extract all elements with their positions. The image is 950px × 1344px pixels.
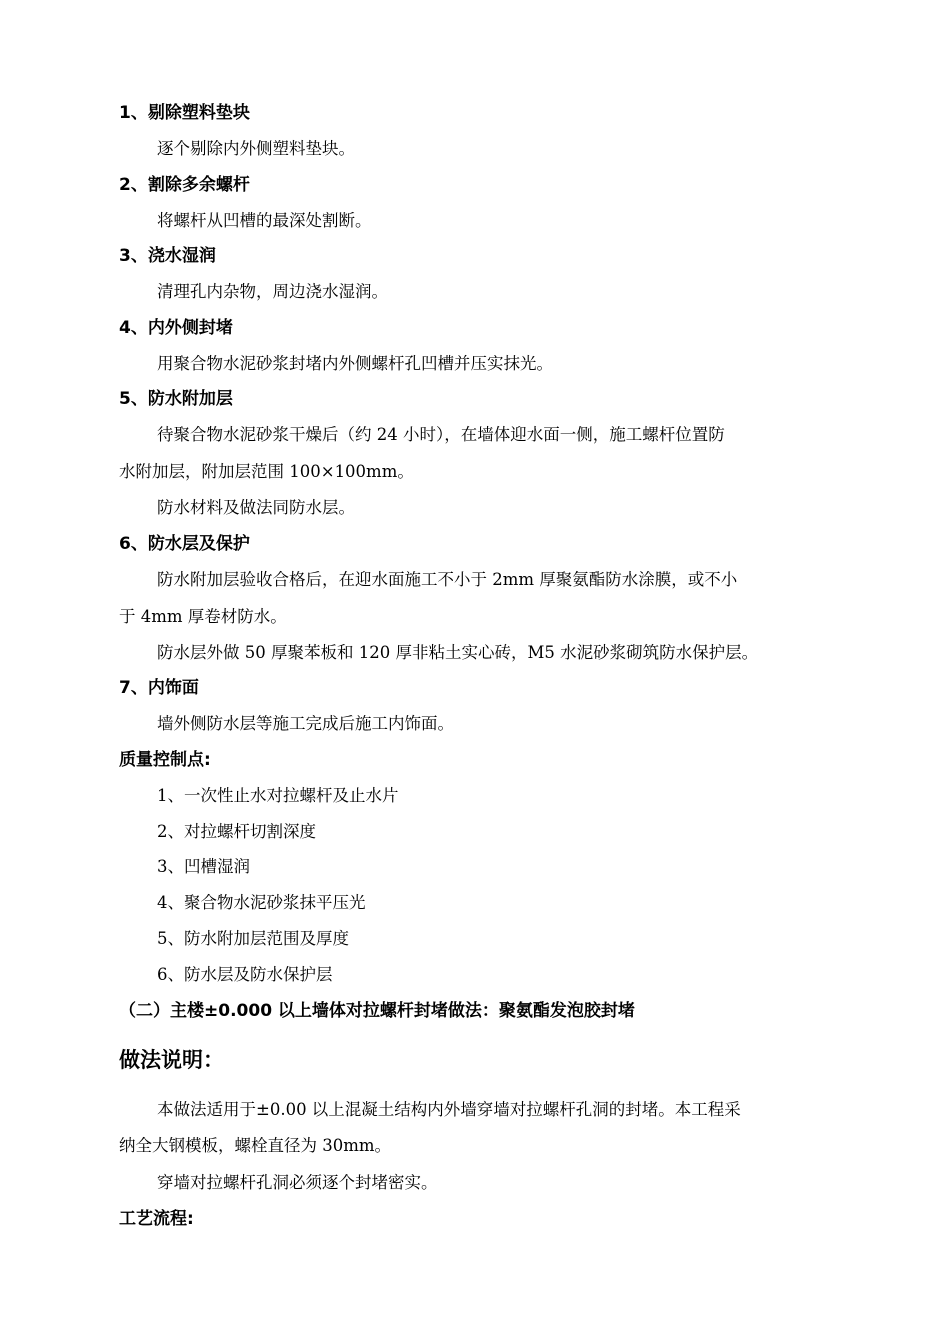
step-7-heading: 7、内饰面 [119,678,199,698]
quality-item-5: 5、防水附加层范围及厚度 [157,929,349,948]
quality-item-3: 3、凹槽湿润 [157,857,250,876]
step-5-text-line-1: 待聚合物水泥砂浆干燥后（约 24 小时），在墙体迎水面一侧，施工螺杆位置防 [157,425,725,444]
step-1-heading: 1、剔除塑料垫块 [119,103,250,123]
step-5-heading: 5、防水附加层 [119,389,233,409]
step-4-heading: 4、内外侧封堵 [119,318,233,338]
method-heading: 做法说明： [119,1048,224,1072]
quality-heading: 质量控制点: [119,750,211,770]
method-text-line-3: 穿墙对拉螺杆孔洞必须逐个封堵密实。 [157,1173,438,1192]
step-7-text: 墙外侧防水层等施工完成后施工内饰面。 [157,714,454,733]
method-text-line-2: 纳全大钢模板，螺栓直径为 30mm。 [119,1136,392,1155]
quality-item-2: 2、对拉螺杆切割深度 [157,822,316,841]
step-2-heading: 2、割除多余螺杆 [119,175,250,195]
step-5-text-line-2: 水附加层，附加层范围 100×100mm。 [119,462,414,481]
step-1-text: 逐个剔除内外侧塑料垫块。 [157,139,355,158]
step-6-text-line-2: 于 4mm 厚卷材防水。 [119,607,287,626]
process-heading: 工艺流程: [119,1209,194,1229]
step-6-text-line-1: 防水附加层验收合格后，在迎水面施工不小于 2mm 厚聚氨酯防水涂膜，或不小 [157,570,738,589]
step-6-heading: 6、防水层及保护 [119,534,250,554]
method-text-line-1: 本做法适用于±0.00 以上混凝土结构内外墙穿墙对拉螺杆孔洞的封堵。本工程采 [157,1100,741,1119]
section-2-heading: （二）主楼±0.000 以上墙体对拉螺杆封堵做法：聚氨酯发泡胶封堵 [119,1001,635,1021]
quality-item-4: 4、聚合物水泥砂浆抹平压光 [157,893,366,912]
step-6-text-line-3: 防水层外做 50 厚聚苯板和 120 厚非粘土实心砖，M5 水泥砂浆砌筑防水保护层。 [157,643,759,662]
step-3-text: 清理孔内杂物，周边浇水湿润。 [157,282,388,301]
step-4-text: 用聚合物水泥砂浆封堵内外侧螺杆孔凹槽并压实抹光。 [157,354,553,373]
quality-item-6: 6、防水层及防水保护层 [157,965,333,984]
step-5-text-line-3: 防水材料及做法同防水层。 [157,498,355,517]
step-3-heading: 3、浇水湿润 [119,246,216,266]
quality-item-1: 1、一次性止水对拉螺杆及止水片 [157,786,399,805]
step-2-text: 将螺杆从凹槽的最深处割断。 [157,211,372,230]
